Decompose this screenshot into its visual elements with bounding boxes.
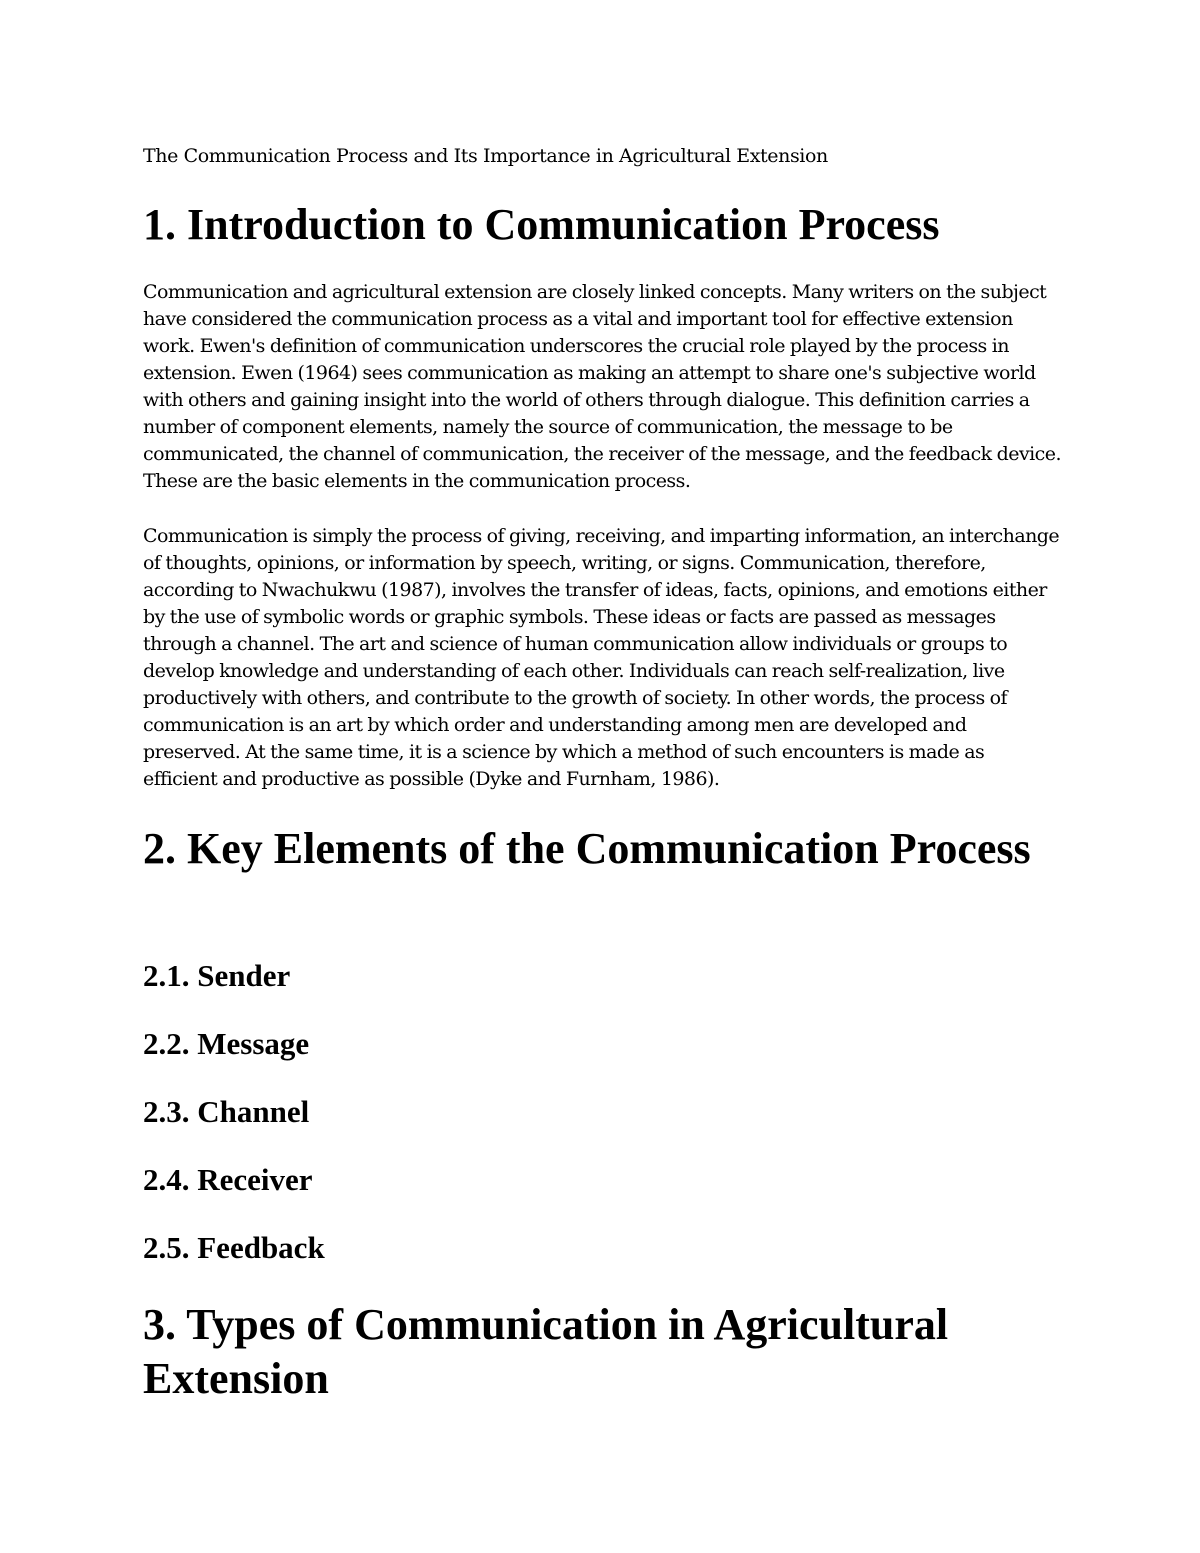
document-title: The Communication Process and Its Importance in Agricultural Extension [143, 145, 828, 167]
subsection-message-heading: 2.2. Message [143, 1026, 310, 1061]
subsection-channel-heading: 2.3. Channel [143, 1094, 310, 1129]
subsection-feedback-heading: 2.5. Feedback [143, 1230, 325, 1265]
subsection-sender-heading: 2.1. Sender [143, 958, 291, 993]
subsection-receiver-heading: 2.4. Receiver [143, 1162, 313, 1197]
section-2-heading: 2. Key Elements of the Communication Process [143, 824, 1031, 873]
section-3-heading: 3. Types of Communication in Agricultural Extension [143, 1300, 949, 1403]
section-1-heading: 1. Introduction to Communication Process [143, 200, 940, 249]
section-1-paragraph-2: Communication is simply the process of giving, receiving, and imparting information, an interchange of thoughts, opinions, or information by speech, writing, or signs. Communication, therefore, according to Nwachukwu (1987), involves the transfer of ideas, facts, opinions, and emotions either by the use of symbolic words or graphic symbols. These ideas or facts are passed as messages through a channel. The art and science of human communication allow individuals or groups to develop knowledge and understanding of each other. Individuals can reach self-realization, live productively with others, and contribute to the growth of society. In other words, the process of communication is an art by which order and understanding among men are developed and preserved. At the same time, it is a science by which a method of such encounters is made as efficient and productive as possible (Dyke and Furnham, 1986). [143, 525, 1060, 790]
section-1-paragraph-1: Communication and agricultural extension are closely linked concepts. Many writers on the subject have considered the communication process as a vital and important tool for effective extension work. Ewen's definition of communication underscores the crucial role played by the process in extension. Ewen (1964) sees communication as making an attempt to share one's subjective world with others and gaining insight into the world of others through dialogue. This definition carries a number of component elements, namely the source of communication, the message to be communicated, the channel of communication, the receiver of the message, and the feedback device. These are the basic elements in the communication process. [143, 281, 1061, 492]
